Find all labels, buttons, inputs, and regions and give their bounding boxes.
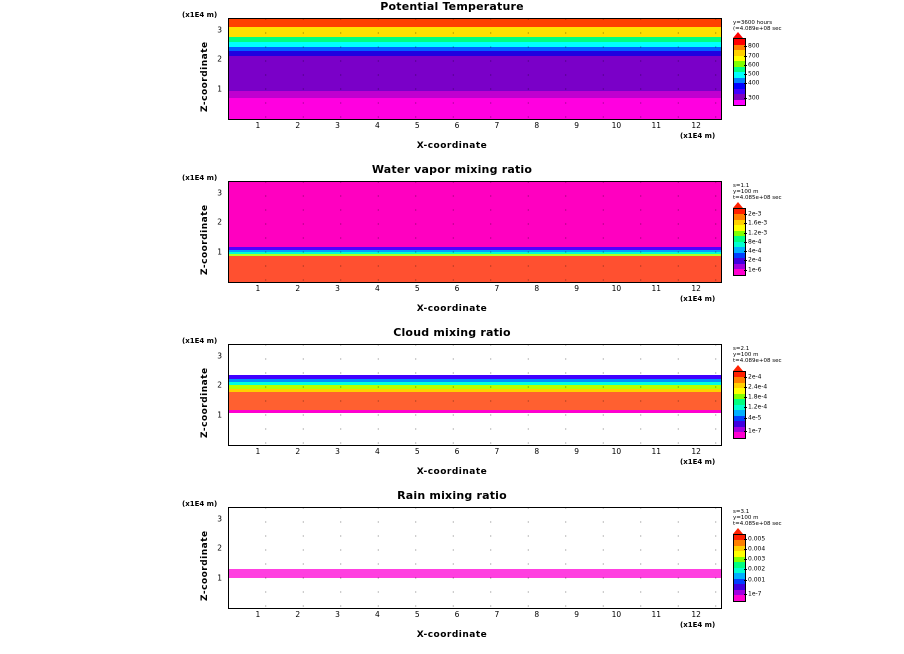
colorbar-annotation-line: t=4.089e+08 sec [733, 358, 782, 365]
colorbar-tick-label: 0.002 [748, 565, 766, 573]
x-tick-label: 11 [651, 121, 662, 130]
x-tick-label: 7 [494, 284, 500, 293]
x-tick-label: 1 [255, 447, 261, 456]
y-tick-label: 1 [217, 410, 222, 420]
x-tick-label: 1 [255, 610, 261, 619]
colorbar-tick-mark [744, 549, 747, 550]
x-tick-labels [228, 121, 720, 133]
colorbar-annotation-line: y=100 m [733, 189, 759, 196]
colorbar-tick-label: 1.2e-4 [748, 403, 768, 411]
colorbar-annotation-line: (=4.089e+08 sec [733, 26, 782, 33]
x-tick-label: 12 [691, 610, 701, 619]
x-tick-label: 2 [295, 610, 301, 619]
contour-band [229, 413, 721, 445]
x-tick-label: 11 [651, 447, 662, 456]
x-tick-label: 10 [611, 121, 622, 130]
x-axis-unit: (x1E4 m) [680, 458, 716, 466]
panel-title: Cloud mixing ratio [393, 326, 511, 339]
colorbar-tick-label: 8e-4 [748, 238, 762, 246]
x-tick-label: 9 [574, 447, 579, 456]
colorbar-annotation-line: y=3600 hours [733, 20, 773, 26]
colorbar-tick-label: 2e-4 [748, 256, 762, 264]
colorbar-strip [733, 371, 746, 439]
colorbar-tick-mark [744, 580, 747, 581]
colorbar-tick-label: 300 [748, 94, 760, 102]
colorbar-tick-label: 2e-3 [748, 210, 762, 218]
y-tick-label: 1 [217, 247, 222, 257]
colorbar-annotation-line: t=4.085e+08 sec [733, 195, 782, 202]
y-axis-title: Z-coordinate [200, 530, 210, 601]
colorbar-tick-mark [744, 233, 747, 234]
y-tick-label: 2 [217, 54, 222, 64]
x-tick-label: 7 [494, 610, 500, 619]
colorbar-tick-mark [744, 214, 747, 215]
colorbar-annotation-line: s=2.1 [733, 346, 750, 352]
colorbar-tick-mark [744, 46, 747, 47]
colorbar-strip [733, 38, 746, 106]
contour-band [229, 56, 721, 91]
x-tick-label: 6 [454, 447, 460, 456]
x-tick-label: 9 [574, 121, 579, 130]
x-tick-label: 3 [335, 121, 340, 130]
colorbar-annotation [733, 20, 782, 32]
colorbar-tick-mark [744, 83, 747, 84]
contour-bands [229, 182, 721, 282]
x-axis-unit: (x1E4 m) [680, 295, 716, 303]
x-tick-label: 10 [611, 284, 622, 293]
x-tick-label: 8 [534, 121, 540, 130]
colorbar-annotation [733, 509, 782, 528]
panel-title: Water vapor mixing ratio [371, 163, 533, 176]
colorbar-tick-mark [744, 74, 747, 75]
colorbar-tick-label: 1.2e-3 [748, 229, 768, 237]
contour-bands [229, 19, 721, 119]
x-axis-title: X-coordinate [416, 304, 488, 314]
y-tick-label: 2 [217, 217, 222, 227]
plot-area [228, 181, 722, 283]
colorbar-tick-label: 1e-7 [748, 590, 762, 598]
colorbar-tick-label: 2e-4 [748, 373, 762, 381]
y-axis-title: Z-coordinate [200, 367, 210, 438]
colorbar-tick-label: 0.001 [748, 576, 766, 584]
plot-area [228, 18, 722, 120]
x-tick-label: 2 [295, 121, 301, 130]
x-tick-label: 3 [335, 447, 340, 456]
colorbar-tick-label: 500 [748, 70, 760, 78]
x-tick-label: 10 [611, 447, 622, 456]
x-tick-label: 7 [494, 121, 500, 130]
contour-band [229, 569, 721, 578]
colorbar-tick-label: 1e-7 [748, 427, 762, 435]
colorbar-tick-mark [744, 387, 747, 388]
colorbar-tick-label: 4e-5 [748, 414, 762, 422]
x-tick-label: 2 [295, 447, 301, 456]
x-tick-label: 6 [454, 284, 460, 293]
colorbar-tick-label: 700 [748, 52, 760, 60]
colorbar-tick-mark [744, 251, 747, 252]
x-tick-label: 5 [414, 284, 420, 293]
x-tick-label: 8 [534, 610, 540, 619]
plot-area [228, 507, 722, 609]
x-tick-label: 6 [454, 610, 460, 619]
y-tick-label: 3 [217, 351, 222, 361]
x-axis-title: X-coordinate [416, 467, 488, 477]
colorbar-tick-mark [744, 223, 747, 224]
y-tick-label: 1 [217, 84, 222, 94]
x-tick-label: 1 [255, 121, 261, 130]
contour-band [229, 19, 721, 27]
colorbar-tick-mark [744, 98, 747, 99]
x-tick-label: 11 [651, 610, 662, 619]
colorbar-tick-mark [744, 397, 747, 398]
colorbar-tick-label: 0.005 [748, 535, 766, 543]
x-tick-label: 4 [375, 447, 380, 456]
y-tick-label: 3 [217, 25, 222, 35]
x-tick-label: 8 [534, 447, 540, 456]
x-tick-label: 9 [574, 610, 579, 619]
contour-band [229, 91, 721, 98]
y-tick-label: 3 [217, 188, 222, 198]
colorbar-tick-label: 400 [748, 79, 760, 87]
contour-band [229, 256, 721, 282]
y-tick-label: 1 [217, 573, 222, 583]
x-axis-unit: (x1E4 m) [680, 621, 716, 629]
colorbar-tick-mark [744, 56, 747, 57]
colorbar-annotation-line: s=3.1 [733, 509, 750, 515]
colorbar-tick-mark [744, 407, 747, 408]
x-tick-labels [228, 447, 720, 459]
colorbar-tick-mark [744, 242, 747, 243]
colorbar-annotation-line: y=100 m [733, 352, 759, 359]
x-tick-label: 2 [295, 284, 301, 293]
colorbar-tick-mark [744, 65, 747, 66]
colorbar-tick-mark [744, 559, 747, 560]
x-tick-label: 9 [574, 284, 579, 293]
x-tick-label: 4 [375, 121, 380, 130]
x-tick-label: 7 [494, 447, 500, 456]
panel-title: Rain mixing ratio [397, 489, 507, 502]
colorbar-tick-label: 1.8e-4 [748, 393, 768, 401]
colorbar-tick-label: 1.6e-3 [748, 219, 768, 227]
y-axis-unit: (x1E4 m) [182, 500, 218, 508]
x-axis-unit: (x1E4 m) [680, 132, 716, 140]
colorbar-annotation-line: s=1.1 [733, 183, 750, 189]
x-tick-label: 3 [335, 610, 340, 619]
colorbar-tick-mark [744, 539, 747, 540]
x-tick-label: 5 [414, 447, 420, 456]
y-axis-unit: (x1E4 m) [182, 337, 218, 345]
x-tick-label: 5 [414, 121, 420, 130]
x-tick-label: 12 [691, 447, 701, 456]
x-tick-label: 10 [611, 610, 622, 619]
colorbar-tick-label: 1e-6 [748, 266, 762, 274]
x-tick-label: 6 [454, 121, 460, 130]
contour-bands [229, 508, 721, 608]
colorbar-tick-mark [744, 270, 747, 271]
x-tick-labels [228, 610, 720, 622]
y-tick-label: 2 [217, 380, 222, 390]
contour-band [229, 182, 721, 247]
contour-band [229, 345, 721, 375]
x-tick-label: 8 [534, 284, 540, 293]
x-tick-label: 11 [651, 284, 662, 293]
colorbar-tick-mark [744, 431, 747, 432]
x-tick-label: 1 [255, 284, 261, 293]
colorbar-segment [734, 100, 745, 106]
contour-band [229, 392, 721, 410]
contour-bands [229, 345, 721, 445]
colorbar-tick-mark [744, 260, 747, 261]
x-tick-label: 5 [414, 610, 420, 619]
chart-panel [0, 0, 904, 163]
chart-panel [0, 326, 904, 489]
colorbar-tick-label: 800 [748, 42, 760, 50]
x-tick-label: 12 [691, 284, 701, 293]
colorbar-annotation-line: t=4.085e+08 sec [733, 521, 782, 528]
y-tick-label: 3 [217, 514, 222, 524]
y-tick-label: 2 [217, 543, 222, 553]
chart-panel [0, 163, 904, 326]
colorbar-annotation [733, 183, 782, 202]
colorbar-tick-label: 2.4e-4 [748, 383, 768, 391]
colorbar-segment [734, 595, 745, 601]
colorbar-tick-mark [744, 377, 747, 378]
x-tick-labels [228, 284, 720, 296]
y-axis-title: Z-coordinate [200, 204, 210, 275]
colorbar-tick-label: 4e-4 [748, 247, 762, 255]
x-tick-label: 4 [375, 610, 380, 619]
contour-band [229, 27, 721, 36]
y-axis-unit: (x1E4 m) [182, 11, 218, 19]
panel-title: Potential Temperature [380, 0, 524, 13]
colorbar-annotation [733, 346, 782, 365]
x-tick-label: 4 [375, 284, 380, 293]
plot-area [228, 344, 722, 446]
colorbar-tick-label: 600 [748, 61, 760, 69]
colorbar-tick-label: 0.003 [748, 555, 766, 563]
x-axis-title: X-coordinate [416, 141, 488, 151]
x-tick-label: 3 [335, 284, 340, 293]
colorbar-tick-mark [744, 594, 747, 595]
colorbar-tick-label: 0.004 [748, 545, 766, 553]
contour-band [229, 98, 721, 119]
contour-band [229, 578, 721, 608]
colorbar-tick-mark [744, 418, 747, 419]
y-axis-title: Z-coordinate [200, 41, 210, 112]
x-tick-label: 12 [691, 121, 701, 130]
x-axis-title: X-coordinate [416, 630, 488, 640]
y-axis-unit: (x1E4 m) [182, 174, 218, 182]
chart-panel [0, 489, 904, 652]
colorbar-annotation-line: y=100 m [733, 515, 759, 522]
contour-band [229, 508, 721, 569]
colorbar-tick-mark [744, 569, 747, 570]
colorbar-segment [734, 432, 745, 438]
